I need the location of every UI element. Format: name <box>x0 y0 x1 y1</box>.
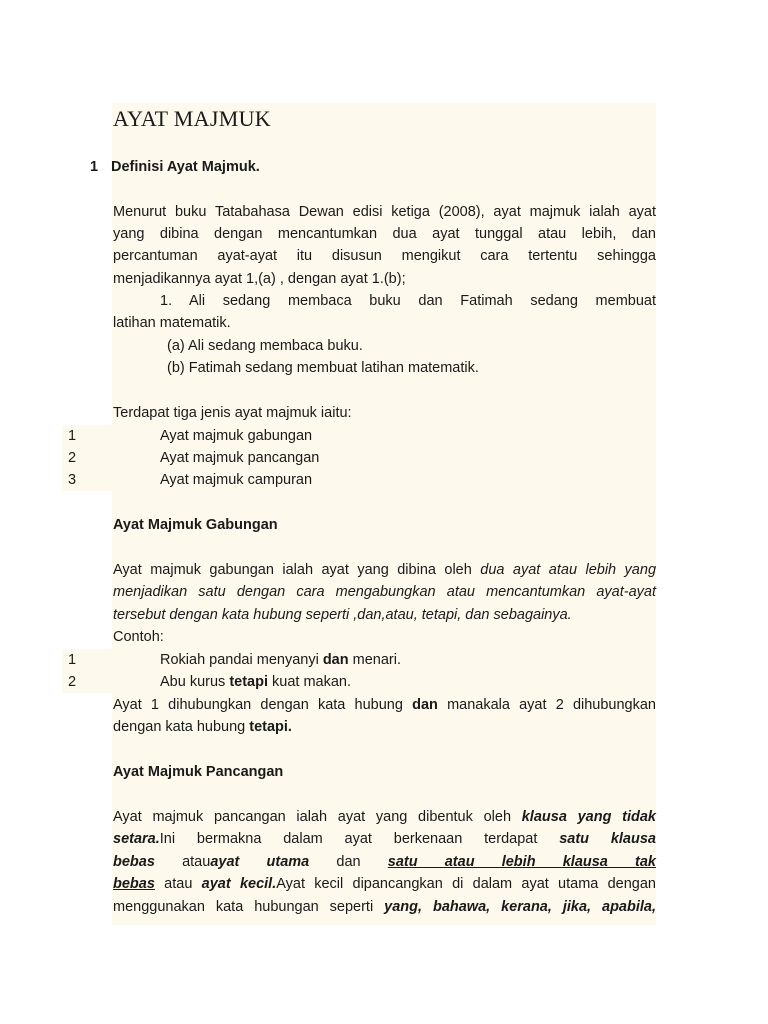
list-number: 2 <box>68 674 77 690</box>
text-run: Ini bermakna dalam ayat berkenaan terdapat <box>159 831 560 847</box>
paragraph-line <box>113 896 656 918</box>
list-number: 3 <box>68 472 77 488</box>
list-number: 1 <box>68 652 77 668</box>
section-heading-pancangan: Ayat Majmuk Pancangan <box>113 764 284 780</box>
section-heading-gabungan: Ayat Majmuk Gabungan <box>113 517 278 533</box>
paragraph-line <box>113 851 656 873</box>
bold-run: tetapi <box>229 674 268 690</box>
paragraph-line: menjadikannya ayat 1,(a) , dengan ayat 1.(b); <box>113 271 406 287</box>
paragraph-line <box>113 716 656 738</box>
bold-italic-run: bebas <box>113 854 155 870</box>
text-run: Ayat majmuk gabungan ialah ayat yang dibina oleh <box>113 562 481 578</box>
bold-run: dan <box>322 652 349 668</box>
example-sub-a: (a) Ali sedang membaca buku. <box>167 338 363 354</box>
paragraph-line: yang dibina dengan mencantumkan dua ayat tunggal atau lebih, dan <box>113 226 656 242</box>
list-item: Ayat majmuk campuran <box>160 472 313 488</box>
example-line: 1. Ali sedang membaca buku dan Fatimah sedang membuat <box>160 293 656 309</box>
list-item: Ayat majmuk gabungan <box>160 428 313 444</box>
italic-run: dua ayat atau lebih yang <box>480 562 657 578</box>
example-item <box>160 649 650 671</box>
text-run: menggunakan kata hubungan seperti <box>113 899 385 915</box>
bold-italic-underlined-run: bebas <box>113 876 155 892</box>
section-heading: Definisi Ayat Majmuk. <box>111 159 260 175</box>
text-run: dan <box>309 854 388 870</box>
text-run: dengan kata hubung <box>113 719 250 735</box>
example-sub-b: (b) Fatimah sedang membuat latihan matematik. <box>167 360 479 376</box>
bold-italic-run: setara. <box>113 831 160 847</box>
text-run: kuat makan. <box>268 674 352 690</box>
list-item: Ayat majmuk pancangan <box>160 450 320 466</box>
paragraph-line <box>113 828 656 850</box>
page-title: AYAT MAJMUK <box>113 106 271 131</box>
types-intro: Terdapat tiga jenis ayat majmuk iaitu: <box>113 405 352 421</box>
paragraph-line <box>113 806 656 828</box>
paragraph-line: Menurut buku Tatabahasa Dewan edisi ketiga (2008), ayat majmuk ialah ayat <box>113 204 656 220</box>
contoh-label: Contoh: <box>113 629 164 645</box>
paragraph-line <box>113 873 656 895</box>
section-number: 1 <box>90 159 99 175</box>
list-number: 1 <box>68 428 77 444</box>
paragraph-line <box>113 694 656 716</box>
text-run: Rokiah pandai menyanyi <box>160 652 323 668</box>
paragraph-line: percantuman ayat-ayat itu disusun mengikut cara tertentu sehingga <box>113 248 656 264</box>
list-number: 2 <box>68 450 77 466</box>
paragraph-line: tersebut dengan kata hubung seperti ,dan,atau, tetapi, dan sebagainya. <box>113 607 572 623</box>
paragraph-line: menjadikan satu dengan cara mengabungkan atau mencantumkan ayat-ayat <box>113 584 656 600</box>
paragraph-line <box>113 559 656 581</box>
bold-italic-run: yang, bahawa, kerana, jika, apabila, <box>384 899 656 915</box>
example-line: latihan matematik. <box>113 315 231 331</box>
bold-italic-run: satu klausa <box>559 831 656 847</box>
text-run: Ayat majmuk pancangan ialah ayat yang dibentuk oleh <box>113 809 522 825</box>
text-run: menari. <box>348 652 401 668</box>
text-run: Ayat kecil dipancangkan di dalam ayat utama dengan <box>276 876 656 892</box>
text-run: manakala ayat 2 dihubungkan <box>437 697 656 713</box>
text-run: Ayat 1 dihubungkan dengan kata hubung <box>113 697 413 713</box>
text-run: atau <box>154 876 202 892</box>
bold-run: tetapi. <box>249 719 292 735</box>
bold-italic-underlined-run: satu atau lebih klausa tak <box>387 854 656 870</box>
example-item <box>160 671 650 693</box>
bold-italic-run: ayat utama <box>210 854 310 870</box>
text-run: atau <box>154 854 211 870</box>
bold-italic-run: klausa yang tidak <box>521 809 656 825</box>
bold-italic-run: ayat kecil. <box>201 876 277 892</box>
bold-run: dan <box>412 697 438 713</box>
text-run: Abu kurus <box>160 674 230 690</box>
